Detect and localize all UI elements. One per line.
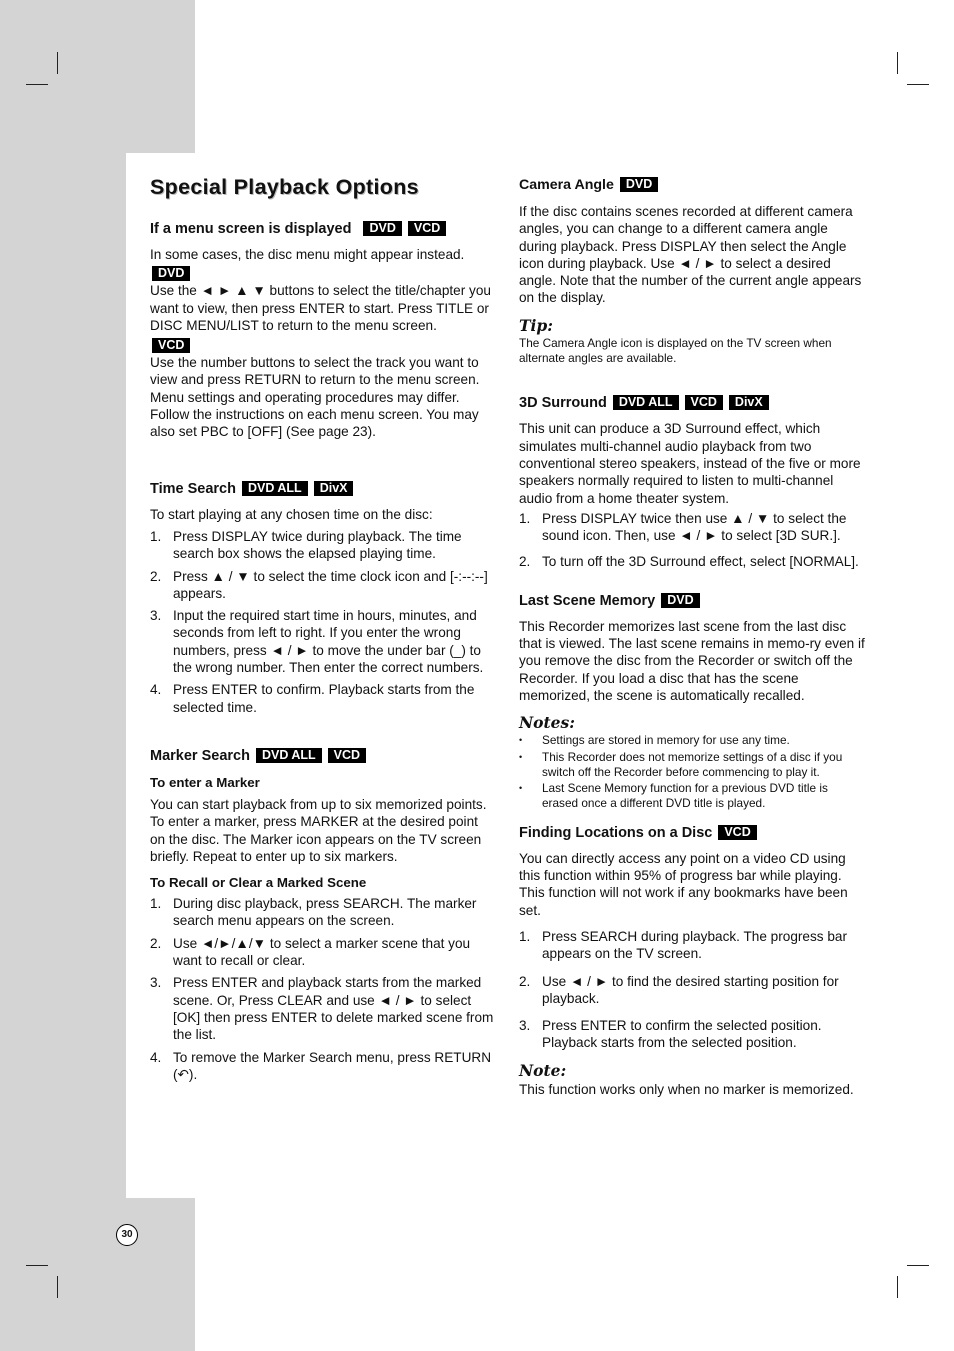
menu-intro: In some cases, the disc menu might appear instead. [150, 247, 465, 262]
time-search-intro: To start playing at any chosen time on the disc: [150, 506, 433, 522]
tip-heading: Tip: [519, 315, 553, 335]
vcd-badge: VCD [718, 825, 756, 840]
page-number: 30 [116, 1224, 138, 1246]
last-scene-section [519, 591, 865, 812]
list-item: 2. Press ▲ / ▼ to select the time clock icon and [-:--:--] appears. [150, 568, 488, 601]
list-item: • Last Scene Memory function for a previous DVD title is erased once a different DVD title is played. [519, 781, 865, 812]
menu-dvd-text: Use the ◄ ► ▲ ▼ buttons to select the title/chapter you want to view, then press ENTER to start. Press TITLE or DISC MENU/LIST to return to the menu screen. [150, 283, 491, 333]
section-heading: Marker Search DVD ALL VCD [150, 746, 496, 766]
list-item: 4. Press ENTER to confirm. Playback starts from the selected time. [150, 682, 475, 715]
time-search-steps [150, 528, 496, 716]
section-heading: 3D Surround DVD ALL VCD DivX [519, 393, 865, 413]
list-item: 3. Press ENTER and playback starts from the marked scene. Or, Press CLEAR and use ◄ / ► to select [OK] then press ENTER to delete marked scene from the list. [150, 975, 494, 1043]
crop-mark [907, 1265, 929, 1266]
list-item: 3. Press ENTER to confirm the selected position. Playback starts from the selected position. [519, 1018, 822, 1051]
notes-heading: Notes: [519, 713, 575, 733]
list-item: 1. During disc playback, press SEARCH. The marker search menu appears on the screen. [150, 896, 477, 929]
notes-list [519, 733, 865, 811]
right-column [519, 170, 865, 1098]
subheading: To enter a Marker [150, 774, 260, 790]
tip-text: The Camera Angle icon is displayed on the TV screen when alternate angles are available. [519, 335, 832, 366]
margin-panel-bottom [0, 1198, 195, 1351]
dvd-all-badge: DVD ALL [613, 395, 679, 410]
marker-enter-text: You can start playback from up to six memorized points. To enter a marker, press MARKER at the desired point on the disc. The Marker icon appears on the TV screen briefly. Repeat to enter up to six markers. [150, 796, 487, 864]
section-heading: Time Search DVD ALL DivX [150, 479, 496, 499]
list-item: 1. Press SEARCH during playback. The progress bar appears on the TV screen. [519, 928, 847, 962]
marker-recall-steps [150, 895, 496, 1083]
note-text: This function works only when no marker is memorized. [519, 1081, 854, 1097]
crop-mark [26, 84, 48, 85]
crop-mark [897, 52, 898, 74]
surround-section [519, 393, 865, 570]
dvd-all-badge: DVD ALL [242, 481, 308, 496]
time-search-section [150, 479, 496, 716]
finding-section [519, 823, 865, 1098]
vcd-badge: VCD [408, 221, 446, 236]
menu-vcd-text: Use the number buttons to select the track you want to view and press RETURN to return to the menu screen. Menu settings and operating procedures may differ. Follow the instructions on each menu screen. You may also set PBC to [OFF] (See page 23). [150, 355, 480, 440]
margin-panel-left [0, 153, 126, 1198]
dvd-badge: DVD [620, 177, 658, 192]
camera-angle-section [519, 176, 865, 366]
section-heading: If a menu screen is displayed DVD VCD [150, 219, 496, 239]
vcd-badge: VCD [152, 338, 190, 353]
section-heading: Camera Angle DVD [519, 176, 865, 194]
dvd-badge: DVD [152, 266, 190, 281]
subheading: To Recall or Clear a Marked Scene [150, 875, 367, 891]
crop-mark [57, 1276, 58, 1298]
camera-angle-text: If the disc contains scenes recorded at different camera angles, you can change to a different camera angle during playback. Press DISPLAY then select the Angle icon during playback. Use ◄ / ► to select a desired angle. Note that the number of the current angle appears on the display. [519, 204, 862, 306]
marker-search-section [150, 746, 496, 1083]
list-item: 1. Press DISPLAY twice during playback. The time search box shows the elapsed playing time. [150, 528, 462, 562]
dvd-badge: DVD [363, 221, 401, 236]
crop-mark [57, 52, 58, 74]
dvd-badge: DVD [661, 593, 699, 608]
list-item: 3. Input the required start time in hours, minutes, and seconds from left to right. If you enter the wrong numbers, press ◄ / ► to move the under bar (_) to the wrong number. Then enter the correct numbers. [150, 608, 484, 676]
crop-mark [907, 84, 929, 85]
crop-mark [897, 1276, 898, 1298]
page-title: Special Playback Options [150, 175, 419, 199]
divx-badge: DivX [729, 395, 769, 410]
crop-mark [26, 1265, 48, 1266]
surround-steps [519, 510, 865, 571]
list-item: 4. To remove the Marker Search menu, press RETURN (↶). [150, 1049, 492, 1082]
finding-steps [519, 928, 865, 1052]
section-heading: Last Scene Memory DVD [519, 591, 865, 611]
section-heading: Finding Locations on a Disc VCD [519, 823, 865, 843]
list-item: 2. Use ◄ / ► to find the desired starting position for playback. [519, 973, 839, 1006]
vcd-badge: VCD [328, 748, 366, 763]
list-item: • Settings are stored in memory for use any time. [519, 733, 865, 748]
finding-text: You can directly access any point on a video CD using this function within 95% of progress bar while playing. This function will not work if any bookmarks have been set. [519, 850, 848, 918]
divx-badge: DivX [314, 481, 354, 496]
list-item: 2. Use ◄/►/▲/▼ to select a marker scene that you want to recall or clear. [150, 935, 471, 969]
margin-panel-top [0, 0, 195, 153]
surround-text: This unit can produce a 3D Surround effect, which simulates multi-channel audio playback from two conventional stereo speakers, instead of the five or more speakers normally required to listen to multi-channel audio from a home theater system. [519, 421, 861, 506]
menu-screen-section [150, 219, 496, 441]
vcd-badge: VCD [685, 395, 723, 410]
list-item: • This Recorder does not memorize settings of a disc if you switch off the Recorder before commencing to play it. [519, 750, 865, 781]
list-item: 1. Press DISPLAY twice then use ▲ / ▼ to select the sound icon. Then, use ◄ / ► to select [3D SUR.]. [519, 510, 847, 544]
note-heading: Note: [519, 1060, 567, 1080]
dvd-all-badge: DVD ALL [256, 748, 322, 763]
left-column [150, 170, 496, 1083]
last-scene-text: This Recorder memorizes last scene from the last disc that is viewed. The last scene remains in memo-ry even if you remove the disc from the Recorder or switch off the Recorder. If you load a disc that has the scene memorized, the scene is automatically recalled. [519, 618, 865, 703]
list-item: 2. To turn off the 3D Surround effect, select [NORMAL]. [519, 554, 859, 570]
